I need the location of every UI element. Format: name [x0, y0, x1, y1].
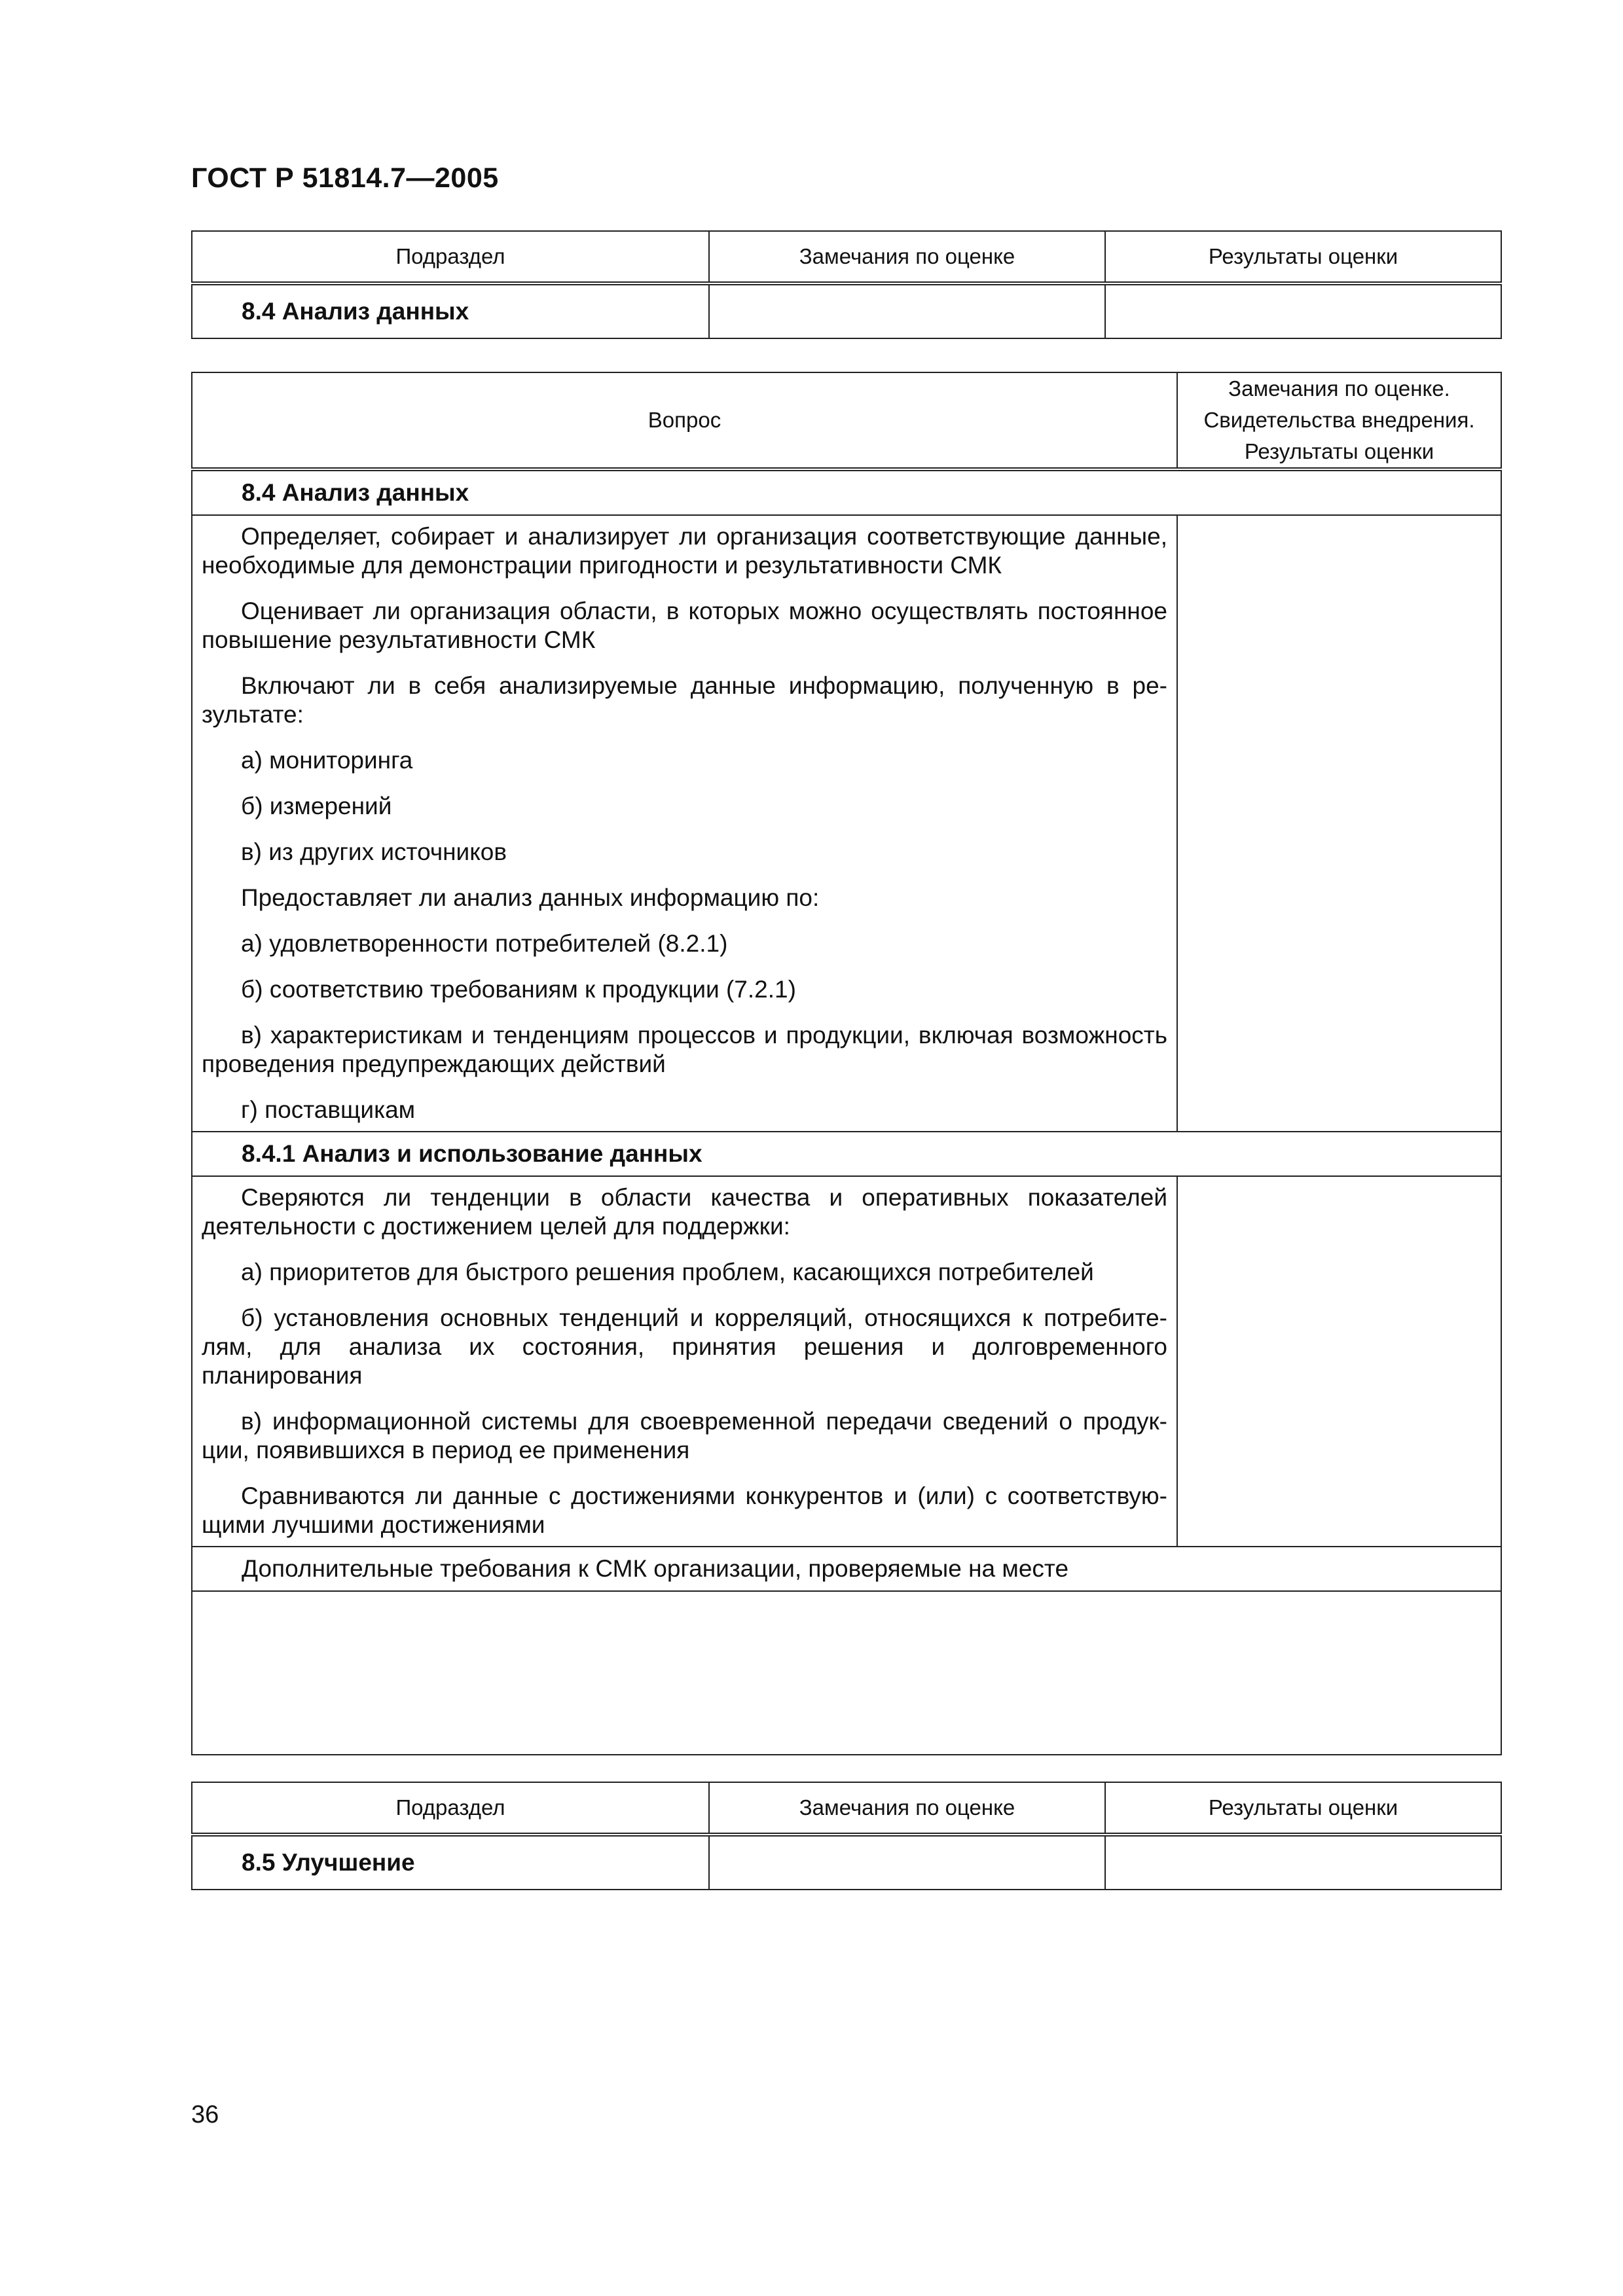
question-item: в) из других источников	[241, 838, 507, 865]
section-row-8-4-1	[192, 1132, 1501, 1176]
questions-cell	[192, 515, 1177, 1132]
question-item: Оценивает ли организация области, в которых можно осуществлять постоянное повышение результативности СМК	[202, 598, 1167, 653]
section-title: 8.4.1 Анализ и использование данных	[192, 1132, 1501, 1176]
notes-cell	[709, 283, 1105, 338]
question-item: б) установления основных тенденций и корреляций, относящихся к потребите-лям, для анализа их состояния, принятия решения и долговременного планирования	[202, 1304, 1167, 1389]
questions-cell	[192, 1176, 1177, 1547]
summary-header-row	[192, 1782, 1501, 1835]
question-item: в) информационной системы для своевременной передачи сведений о продук-ции, появившихся в период ее применения	[202, 1408, 1167, 1463]
question-item: Сравниваются ли данные с достижениями конкурентов и (или) с соответствую-щими лучшими достижениями	[202, 1482, 1167, 1538]
summary-table-8-4	[191, 230, 1502, 339]
column-header-notes: Замечания по оценке	[709, 1782, 1105, 1835]
question-item: Определяет, собирает и анализирует ли организация соответствующие данные, необходимые для демонстрации пригодности и результативности СМК	[202, 523, 1167, 579]
subsection-title: 8.4 Анализ данных	[192, 283, 709, 338]
summary-row	[192, 283, 1501, 338]
questions-row-8-4	[192, 515, 1501, 1132]
summary-header-row	[192, 231, 1501, 283]
evidence-header-line: Свидетельства внедрения.	[1203, 408, 1475, 432]
results-cell	[1105, 283, 1501, 338]
additional-requirements-label: Дополнительные требования к СМК организации, проверяемые на месте	[192, 1547, 1501, 1591]
column-header-subsection: Подраздел	[192, 1782, 709, 1835]
notes-cell	[709, 1835, 1105, 1890]
question-item: Предоставляет ли анализ данных информацию по:	[241, 884, 820, 911]
question-item: г) поставщикам	[241, 1096, 416, 1123]
question-item: Сверяются ли тенденции в области качества и оперативных показателей деятельности с достижением целей для поддержки:	[202, 1184, 1167, 1240]
section-row-8-4	[192, 469, 1501, 515]
question-header-row	[192, 372, 1501, 469]
column-header-question: Вопрос	[192, 372, 1177, 469]
blank-area	[192, 1591, 1501, 1755]
question-table	[191, 372, 1502, 1755]
subsection-title: 8.5 Улучшение	[192, 1835, 709, 1890]
question-item: в) характеристикам и тенденциям процессов и продукции, включая возможность проведения предупреждающих действий	[202, 1022, 1167, 1077]
question-item: б) соответствию требованиям к продукции (7.2.1)	[241, 976, 796, 1003]
evidence-header-line: Результаты оценки	[1244, 439, 1434, 463]
question-item: б) измерений	[241, 793, 392, 819]
question-item: Включают ли в себя анализируемые данные информацию, полученную в ре-зультате:	[202, 672, 1167, 728]
results-cell	[1105, 1835, 1501, 1890]
evidence-cell	[1177, 515, 1501, 1132]
summary-table-8-5	[191, 1782, 1502, 1890]
question-item: а) приоритетов для быстрого решения проблем, касающихся потребителей	[241, 1259, 1094, 1285]
column-header-subsection: Подраздел	[192, 231, 709, 283]
column-header-results: Результаты оценки	[1105, 1782, 1501, 1835]
summary-row	[192, 1835, 1501, 1890]
page-number: 36	[191, 2101, 219, 2128]
document-code: ГОСТ Р 51814.7—2005	[191, 162, 499, 194]
evidence-cell	[1177, 1176, 1501, 1547]
evidence-header-line: Замечания по оценке.	[1228, 376, 1450, 401]
question-item: а) мониторинга	[241, 747, 413, 774]
column-header-notes: Замечания по оценке	[709, 231, 1105, 283]
question-item: а) удовлетворенности потребителей (8.2.1)	[241, 930, 728, 957]
additional-requirements-row	[192, 1547, 1501, 1591]
additional-requirements-blank	[192, 1591, 1501, 1755]
column-header-evidence	[1177, 372, 1501, 469]
column-header-results: Результаты оценки	[1105, 231, 1501, 283]
section-title: 8.4 Анализ данных	[192, 469, 1501, 515]
questions-row-8-4-1	[192, 1176, 1501, 1547]
